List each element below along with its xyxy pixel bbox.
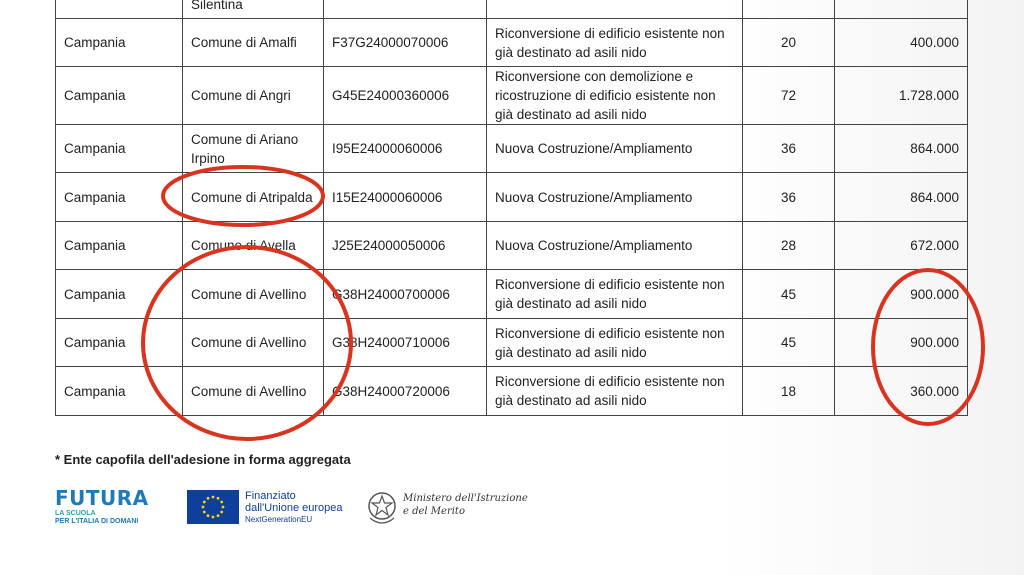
intervention-type-cell: Riconversione di edificio esistente non già destinato ad asili nido <box>487 270 743 319</box>
cup-code-cell: F37G24000070006 <box>324 19 487 67</box>
municipality-cell: Comune di Atripalda <box>183 173 324 222</box>
cup-code-cell <box>324 0 487 19</box>
places-cell: 45 <box>743 270 835 319</box>
municipality-cell: Silentina <box>183 0 324 19</box>
table-row <box>56 173 968 222</box>
footnote: * Ente capofila dell'adesione in forma aggregata <box>55 452 351 467</box>
municipality-cell: Comune di Angri <box>183 67 324 125</box>
intervention-type-cell <box>487 0 743 19</box>
intervention-type-cell: Riconversione con demolizione e ricostruzione di edificio esistente non già destinato ad asili nido <box>487 67 743 125</box>
intervention-type-cell: Nuova Costruzione/Ampliamento <box>487 222 743 270</box>
amount-cell: 900.000 <box>835 319 968 367</box>
table-row <box>56 19 968 67</box>
places-cell: 18 <box>743 367 835 416</box>
municipality-cell: Comune di Avellino <box>183 319 324 367</box>
amount-cell: 900.000 <box>835 270 968 319</box>
region-cell: Campania <box>56 319 183 367</box>
intervention-type-cell: Nuova Costruzione/Ampliamento <box>487 125 743 173</box>
eu-funding-text <box>245 490 343 526</box>
cup-code-cell: G38H24000720006 <box>324 367 487 416</box>
table-row <box>56 0 968 19</box>
places-cell: 45 <box>743 319 835 367</box>
cup-code-cell: G38H24000700006 <box>324 270 487 319</box>
projects-table <box>55 0 968 416</box>
municipality-cell: Comune di Avella <box>183 222 324 270</box>
logo-strip <box>55 488 535 528</box>
table-row <box>56 222 968 270</box>
region-cell: Campania <box>56 125 183 173</box>
table-row <box>56 270 968 319</box>
intervention-type-cell: Riconversione di edificio esistente non già destinato ad asili nido <box>487 19 743 67</box>
municipality-cell: Comune di Ariano Irpino <box>183 125 324 173</box>
region-cell: Campania <box>56 67 183 125</box>
amount-cell: 864.000 <box>835 125 968 173</box>
amount-cell: 360.000 <box>835 367 968 416</box>
italian-emblem-icon <box>365 488 399 526</box>
ministry-logo <box>365 488 528 531</box>
cup-code-cell: G38H24000710006 <box>324 319 487 367</box>
places-cell <box>743 0 835 19</box>
eu-flag-icon <box>187 490 239 524</box>
eu-line1: Finanziato <box>245 490 296 502</box>
table-row <box>56 319 968 367</box>
amount-cell: 400.000 <box>835 19 968 67</box>
amount-cell: 864.000 <box>835 173 968 222</box>
amount-cell: 1.728.000 <box>835 67 968 125</box>
ministry-line1: Ministero dell'Istruzione <box>403 493 528 504</box>
ministry-line2: e del Merito <box>403 506 465 517</box>
table-row <box>56 67 968 125</box>
futura-logo <box>55 488 159 526</box>
places-cell: 72 <box>743 67 835 125</box>
cup-code-cell: J25E24000050006 <box>324 222 487 270</box>
table-row <box>56 367 968 416</box>
intervention-type-cell: Nuova Costruzione/Ampliamento <box>487 173 743 222</box>
eu-line3: NextGenerationEU <box>245 515 313 524</box>
futura-title: FUTURA <box>55 486 149 510</box>
cup-code-cell: I95E24000060006 <box>324 125 487 173</box>
municipality-cell: Comune di Amalfi <box>183 19 324 67</box>
ministry-text <box>403 492 528 518</box>
table-body <box>56 0 968 416</box>
region-cell: Campania <box>56 367 183 416</box>
intervention-type-cell: Riconversione di edificio esistente non già destinato ad asili nido <box>487 367 743 416</box>
table-row <box>56 125 968 173</box>
amount-cell: 672.000 <box>835 222 968 270</box>
region-cell: Campania <box>56 270 183 319</box>
amount-cell <box>835 0 968 19</box>
futura-subtitle: PER L'ITALIA DI DOMANI <box>55 518 139 525</box>
cup-code-cell: G45E24000360006 <box>324 67 487 125</box>
places-cell: 36 <box>743 125 835 173</box>
intervention-type-cell: Riconversione di edificio esistente non già destinato ad asili nido <box>487 319 743 367</box>
region-cell: Campania <box>56 19 183 67</box>
cup-code-cell: I15E24000060006 <box>324 173 487 222</box>
municipality-cell: Comune di Avellino <box>183 367 324 416</box>
places-cell: 28 <box>743 222 835 270</box>
region-cell <box>56 0 183 19</box>
region-cell: Campania <box>56 173 183 222</box>
futura-tagline: LA SCUOLA <box>55 510 96 517</box>
places-cell: 36 <box>743 173 835 222</box>
places-cell: 20 <box>743 19 835 67</box>
municipality-cell: Comune di Avellino <box>183 270 324 319</box>
eu-line2: dall'Unione europea <box>245 502 343 514</box>
region-cell: Campania <box>56 222 183 270</box>
